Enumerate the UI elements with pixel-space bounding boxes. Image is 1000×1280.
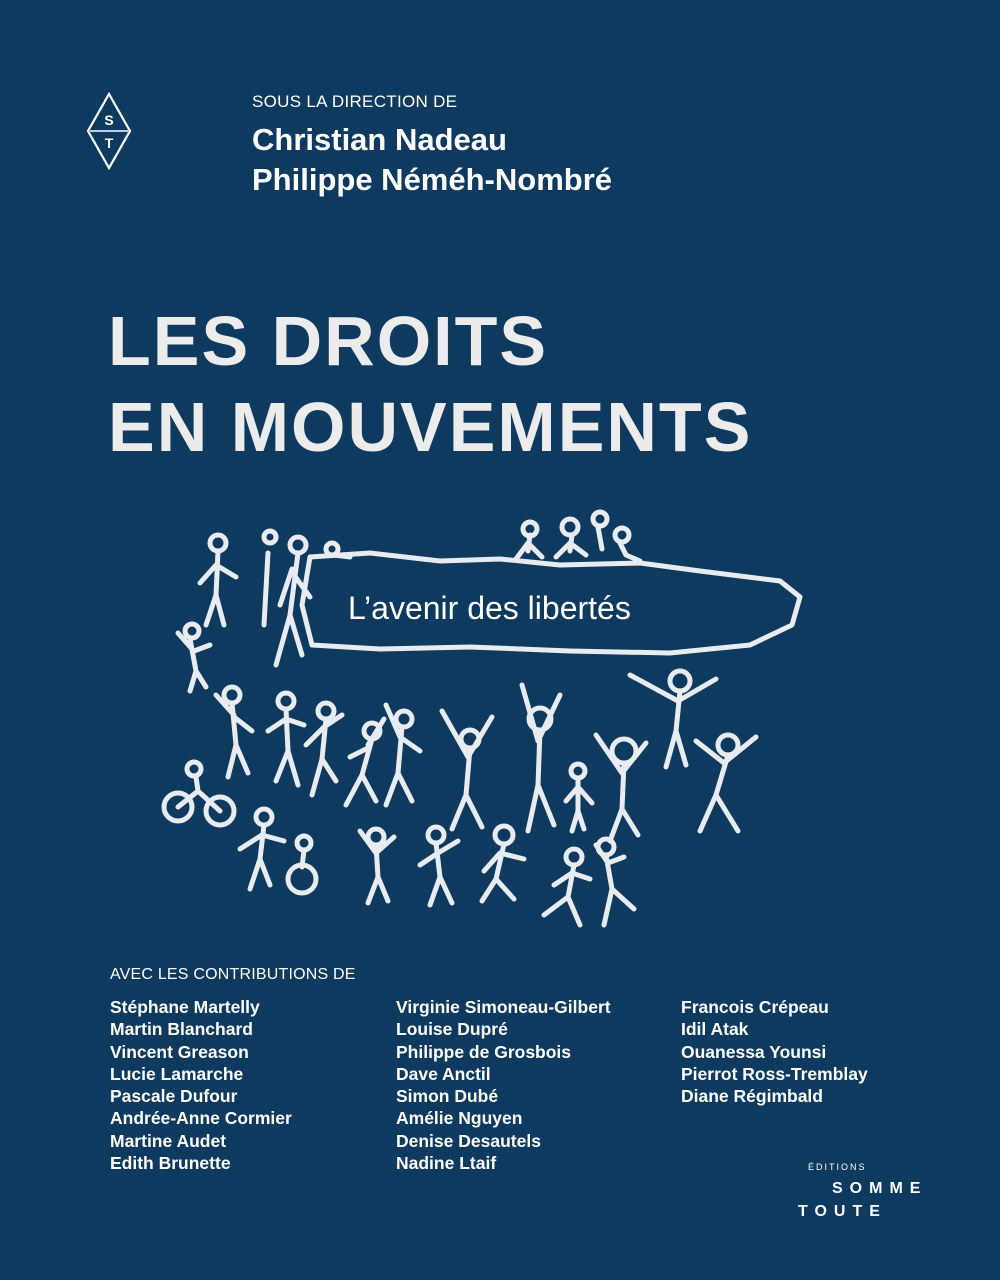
contributor-name: Diane Régimbald xyxy=(681,1086,823,1107)
contributor-name: Pierrot Ross-Tremblay xyxy=(681,1063,868,1084)
contributor-name: Philippe de Grosbois xyxy=(396,1041,572,1062)
publisher-label: ÉDITIONS xyxy=(808,1162,867,1172)
book-title-line: EN MOUVEMENTS xyxy=(108,388,753,466)
contributor-name: Pascale Dufour xyxy=(110,1086,238,1107)
contributor-name: Amélie Nguyen xyxy=(396,1108,523,1129)
contributor-name: Vincent Greason xyxy=(110,1041,249,1062)
contributor-name: Martine Audet xyxy=(110,1130,227,1151)
contributor-name: Virginie Simoneau-Gilbert xyxy=(396,997,611,1017)
logo-letter-t: T xyxy=(104,135,114,151)
publisher-name-line: TOUTE xyxy=(798,1203,887,1220)
editor-name: Philippe Néméh-Nombré xyxy=(252,162,612,197)
book-subtitle: L’avenir des libertés xyxy=(348,590,631,626)
contributions-label: AVEC LES CONTRIBUTIONS DE xyxy=(110,966,356,983)
contributor-name: Martin Blanchard xyxy=(110,1019,253,1040)
editor-name: Christian Nadeau xyxy=(252,122,507,157)
contributor-name: Denise Desautels xyxy=(396,1130,541,1151)
book-title-line: LES DROITS xyxy=(108,302,549,380)
figure-group-dancers xyxy=(216,671,756,841)
contributor-name: Nadine Ltaif xyxy=(396,1153,497,1174)
contributor-name: Ouanessa Younsi xyxy=(681,1041,827,1062)
contributor-name: Lucie Lamarche xyxy=(110,1063,244,1084)
publisher-logo xyxy=(86,92,132,170)
contributor-name: Andrée-Anne Cormier xyxy=(110,1108,292,1129)
contributor-name: Louise Dupré xyxy=(396,1019,508,1040)
contributor-name: Dave Anctil xyxy=(396,1063,491,1084)
contributor-name: Simon Dubé xyxy=(396,1086,499,1107)
contributors-column-3 xyxy=(681,996,868,1107)
publisher-name-line: SOMME xyxy=(832,1180,928,1197)
contributors-column-1 xyxy=(110,996,292,1174)
figure-group-bottom xyxy=(164,762,634,925)
direction-label: SOUS LA DIRECTION DE xyxy=(252,92,458,111)
contributor-name: Stéphane Martelly xyxy=(110,997,260,1017)
contributors-column-2 xyxy=(396,996,611,1174)
figure-group-top-left xyxy=(178,531,310,691)
chalk-figures-illustration xyxy=(140,505,820,960)
contributor-name: Edith Brunette xyxy=(110,1153,231,1174)
contributor-name: Idil Atak xyxy=(681,1019,749,1040)
contributor-name: Francois Crépeau xyxy=(681,997,829,1017)
logo-letter-s: S xyxy=(104,112,114,128)
